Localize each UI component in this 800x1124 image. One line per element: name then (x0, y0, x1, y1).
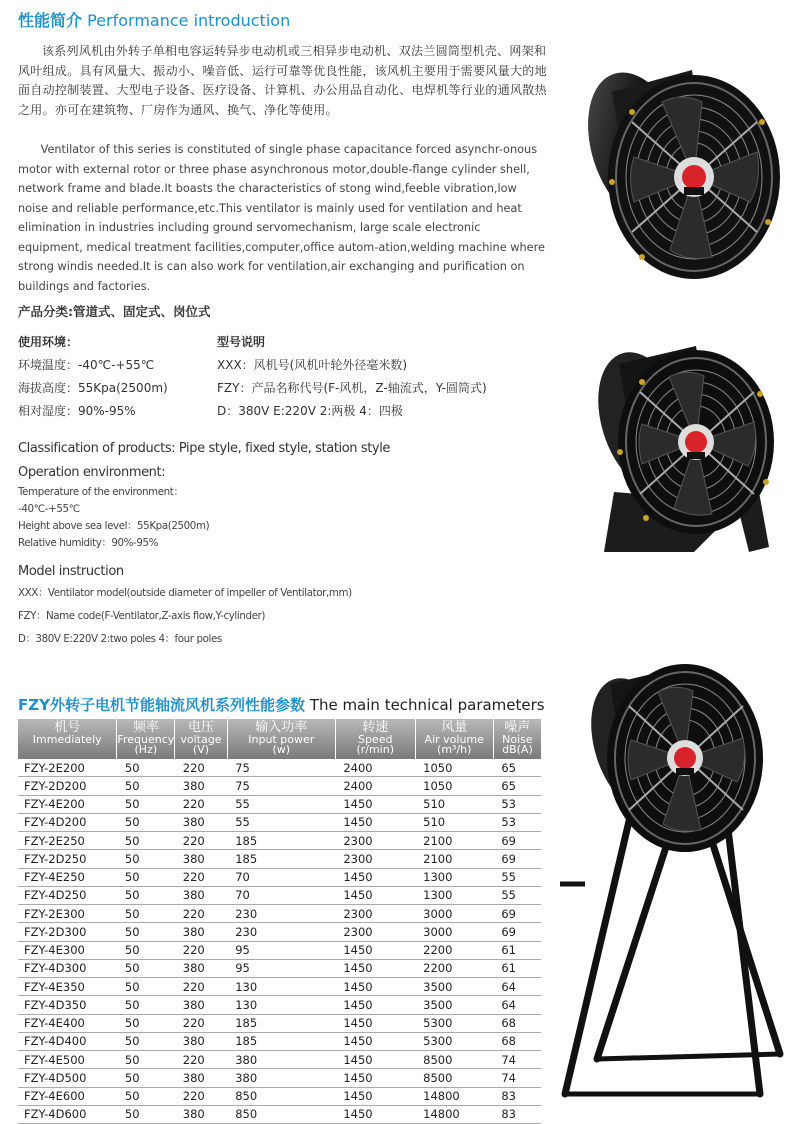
table-cell: 2200 (415, 959, 493, 977)
header-air-volume: 风量 Air volume (m³/h) (415, 719, 493, 759)
table-cell: 64 (493, 978, 541, 996)
environment-cn-humidity: 相对湿度：90%-95% (18, 404, 136, 418)
table-cell: 1450 (335, 1087, 415, 1105)
table-row (18, 868, 541, 886)
table-row (18, 795, 541, 813)
table-cell: 50 (117, 1032, 175, 1050)
table-cell: 185 (227, 832, 335, 850)
table-cell: 130 (227, 978, 335, 996)
table-cell: 220 (175, 978, 227, 996)
table-cell: 1450 (335, 996, 415, 1014)
parameters-table (18, 719, 541, 1124)
table-cell: 50 (117, 886, 175, 904)
table-cell: 50 (117, 941, 175, 959)
table-cell: FZY-4E200 (18, 795, 117, 813)
environment-en-humidity: Relative humidity：90%-95% (18, 537, 159, 549)
table-cell: 70 (227, 868, 335, 886)
table-cell: 50 (117, 978, 175, 996)
table-cell: 65 (493, 777, 541, 795)
table-cell: 50 (117, 813, 175, 831)
table-cell: 380 (175, 777, 227, 795)
stand-fan-image (555, 654, 795, 1116)
table-cell: 1300 (415, 886, 493, 904)
table-cell: FZY-4D300 (18, 959, 117, 977)
model-cn-line2: FZY：产品名称代号(F-风机，Z-轴流式，Y-圆筒式) (217, 381, 487, 395)
table-header-row (18, 719, 541, 759)
table-row (18, 832, 541, 850)
header-input-power: 输入功率 Input power (w) (227, 719, 335, 759)
table-cell: 380 (227, 1051, 335, 1069)
table-cell: FZY-4D350 (18, 996, 117, 1014)
intro-en: Ventilator of this series is constituted of single phase capacitance forced asynchr-onous motor with external rotor or three phase asynchronous motor,double-flange cylinder shell, network frame and blade.It boasts the characteristics of stong wind,feeble vibration,low noise and reliable performance,etc.This ventilator is mainly used for ventilation and heat elimination in industries including ground servomechanism, large scale electronic equipment, medical treatment facilities,computer,office autom-ation,welding machine where strong windis needed.It is can also work for ventilation,air exchanging and purification on buildings and factories. (18, 143, 545, 293)
environment-cn-temp: 环境温度：-40℃-+55℃ (18, 358, 155, 372)
table-cell: 220 (175, 1014, 227, 1032)
table-row (18, 1014, 541, 1032)
environment-en-temp-value: -40℃-+55℃ (18, 503, 80, 515)
table-cell: 14800 (415, 1105, 493, 1123)
table-cell: 69 (493, 923, 541, 941)
table-cell: FZY-2D250 (18, 850, 117, 868)
table-cell: FZY-2E250 (18, 832, 117, 850)
model-en-line2: FZY：Name code(F-Ventilator,Z-axis flow,Y-cylinder) (18, 610, 265, 622)
table-cell: 380 (175, 1069, 227, 1087)
table-cell: 64 (493, 996, 541, 1014)
table-cell: FZY-2D300 (18, 923, 117, 941)
table-cell: 2100 (415, 850, 493, 868)
table-row (18, 1051, 541, 1069)
table-cell: 220 (175, 795, 227, 813)
environment-cn (18, 331, 168, 423)
table-cell: 83 (493, 1087, 541, 1105)
table-cell: FZY-4E300 (18, 941, 117, 959)
table-cell: 3000 (415, 905, 493, 923)
table-cell: FZY-4E350 (18, 978, 117, 996)
table-row (18, 777, 541, 795)
table-cell: FZY-4D400 (18, 1032, 117, 1050)
table-cell: 2400 (335, 759, 415, 777)
table-cell: 1450 (335, 886, 415, 904)
page-title (18, 8, 290, 31)
table-cell: 2300 (335, 832, 415, 850)
table-cell: 1450 (335, 1032, 415, 1050)
table-cell: FZY-4D200 (18, 813, 117, 831)
table-cell: 510 (415, 813, 493, 831)
table-cell: 50 (117, 1069, 175, 1087)
table-cell: 380 (175, 886, 227, 904)
table-cell: 53 (493, 795, 541, 813)
fixed-fan-image (584, 342, 789, 557)
page-title-cn: 性能简介 (18, 11, 83, 30)
table-cell: 1450 (335, 795, 415, 813)
header-model: 机号 Immediately (18, 719, 117, 759)
table-cell: 3000 (415, 923, 493, 941)
model-cn-line3: D：380V E:220V 2:两极 4：四极 (217, 404, 403, 418)
table-cell: 50 (117, 795, 175, 813)
table-cell: FZY-4D600 (18, 1105, 117, 1123)
table-cell: 5300 (415, 1014, 493, 1032)
table-cell: 69 (493, 832, 541, 850)
table-cell: 850 (227, 1087, 335, 1105)
table-row (18, 1032, 541, 1050)
table-cell: 1050 (415, 759, 493, 777)
table-row (18, 850, 541, 868)
table-cell: 1450 (335, 813, 415, 831)
table-row (18, 941, 541, 959)
table-cell: 75 (227, 777, 335, 795)
table-cell: FZY-4D250 (18, 886, 117, 904)
table-row (18, 996, 541, 1014)
page-title-en: Performance introduction (87, 11, 291, 30)
table-row (18, 1105, 541, 1123)
table-cell: 1300 (415, 868, 493, 886)
table-cell: 220 (175, 1051, 227, 1069)
table-cell: 50 (117, 1051, 175, 1069)
table-cell: 55 (227, 813, 335, 831)
header-speed: 转速 Speed (r/min) (335, 719, 415, 759)
table-cell: 380 (175, 1032, 227, 1050)
environment-en-temp-label: Temperature of the environment： (18, 486, 184, 498)
table-cell: 8500 (415, 1051, 493, 1069)
table-cell: 61 (493, 959, 541, 977)
table-cell: 8500 (415, 1069, 493, 1087)
table-cell: 74 (493, 1051, 541, 1069)
table-cell: 2300 (335, 905, 415, 923)
header-voltage: 电压 voltage (V) (175, 719, 227, 759)
table-cell: 61 (493, 941, 541, 959)
table-cell: FZY-2E200 (18, 759, 117, 777)
table-row (18, 1087, 541, 1105)
table-cell: 74 (493, 1069, 541, 1087)
table-row (18, 759, 541, 777)
table-cell: 50 (117, 905, 175, 923)
table-cell: 230 (227, 905, 335, 923)
table-cell: 14800 (415, 1087, 493, 1105)
table-cell: 220 (175, 1087, 227, 1105)
table-cell: 50 (117, 868, 175, 886)
table-cell: FZY-4E400 (18, 1014, 117, 1032)
table-cell: FZY-2E300 (18, 905, 117, 923)
table-cell: 69 (493, 905, 541, 923)
model-cn-heading: 型号说明 (217, 335, 266, 349)
table-cell: 68 (493, 1032, 541, 1050)
table-cell: 3500 (415, 996, 493, 1014)
table-cell: 380 (175, 996, 227, 1014)
table-cell: 50 (117, 1087, 175, 1105)
table-cell: 65 (493, 759, 541, 777)
table-cell: 50 (117, 959, 175, 977)
table-cell: FZY-4E500 (18, 1051, 117, 1069)
table-cell: 2400 (335, 777, 415, 795)
table-cell: 95 (227, 959, 335, 977)
table-cell: 380 (227, 1069, 335, 1087)
table-cell: 50 (117, 996, 175, 1014)
table-cell: 130 (227, 996, 335, 1014)
environment-cn-altitude: 海拔高度：55Kpa(2500m) (18, 381, 168, 395)
table-cell: 2300 (335, 850, 415, 868)
table-cell: 55 (493, 868, 541, 886)
table-cell: 2200 (415, 941, 493, 959)
table-cell: 50 (117, 759, 175, 777)
table-cell: 55 (227, 795, 335, 813)
table-cell: FZY-4E600 (18, 1087, 117, 1105)
model-cn (217, 331, 487, 423)
table-cell: 220 (175, 941, 227, 959)
table-cell: 53 (493, 813, 541, 831)
table-cell: 380 (175, 813, 227, 831)
table-cell: 1450 (335, 1014, 415, 1032)
table-cell: 185 (227, 850, 335, 868)
table-cell: 50 (117, 777, 175, 795)
classification-en: Classification of products: Pipe style, fixed style, station style (18, 441, 391, 456)
table-cell: 68 (493, 1014, 541, 1032)
table-cell: 380 (175, 959, 227, 977)
model-en-heading: Model instruction (18, 564, 124, 579)
table-cell: FZY-2D200 (18, 777, 117, 795)
table-cell: 1450 (335, 1105, 415, 1123)
table-cell: 50 (117, 1014, 175, 1032)
table-row (18, 886, 541, 904)
header-noise: 噪声 Noise dB(A) (493, 719, 541, 759)
table-cell: 380 (175, 850, 227, 868)
table-title (18, 694, 545, 715)
table-cell: 83 (493, 1105, 541, 1123)
table-cell: 220 (175, 832, 227, 850)
table-cell: 50 (117, 923, 175, 941)
table-cell: 220 (175, 759, 227, 777)
table-row (18, 905, 541, 923)
table-cell: FZY-4D500 (18, 1069, 117, 1087)
header-frequency: 频率 Frequency (Hz) (117, 719, 175, 759)
table-cell: 380 (175, 1105, 227, 1123)
table-body (18, 759, 541, 1124)
table-cell: 185 (227, 1032, 335, 1050)
intro-cn: 该系列风机由外转子单相电容运转异步电动机或三相异步电动机、双法兰圆筒型机壳、网架和风叶组成。具有风量大、振动小、噪音低、运行可靠等优良性能，该风机主要用于需要风量大的地面自动控制装置、大型电子设备、医疗设备、计算机、办公用品自动化、电焊机等行业的通风散热之用。亦可在建筑物、厂房作为通风、换气、净化等使用。 (18, 44, 547, 117)
table-cell: 75 (227, 759, 335, 777)
table-cell: 95 (227, 941, 335, 959)
table-cell: 1450 (335, 978, 415, 996)
table-cell: 850 (227, 1105, 335, 1123)
table-cell: 3500 (415, 978, 493, 996)
table-cell: 230 (227, 923, 335, 941)
table-cell: 510 (415, 795, 493, 813)
table-cell: 70 (227, 886, 335, 904)
table-cell: 69 (493, 850, 541, 868)
table-cell: 185 (227, 1014, 335, 1032)
model-en-line1: XXX：Ventilator model(outside diameter of impeller of Ventilator,mm) (18, 587, 352, 599)
table-cell: 1050 (415, 777, 493, 795)
table-cell: 50 (117, 1105, 175, 1123)
table-cell: 50 (117, 850, 175, 868)
table-cell: 50 (117, 832, 175, 850)
environment-cn-heading: 使用环境： (18, 335, 79, 349)
table-row (18, 923, 541, 941)
table-row (18, 978, 541, 996)
table-cell: 220 (175, 905, 227, 923)
model-cn-line1: XXX：风机号(风机叶轮外径毫米数) (217, 358, 408, 372)
table-cell: 55 (493, 886, 541, 904)
duct-fan-image (572, 62, 787, 284)
table-cell: 1450 (335, 1051, 415, 1069)
table-cell: 1450 (335, 959, 415, 977)
table-cell: 1450 (335, 1069, 415, 1087)
table-title-cn: FZY外转子电机节能轴流风机系列性能参数 (18, 696, 305, 714)
model-en-line3: D：380V E:220V 2:two poles 4：four poles (18, 633, 222, 645)
table-cell: 1450 (335, 941, 415, 959)
table-cell: 2100 (415, 832, 493, 850)
table-cell: 380 (175, 923, 227, 941)
table-row (18, 959, 541, 977)
table-row (18, 1069, 541, 1087)
table-cell: FZY-4E250 (18, 868, 117, 886)
table-title-en: The main technical parameters (309, 696, 545, 714)
environment-en-heading: Operation environment: (18, 465, 166, 480)
table-row (18, 813, 541, 831)
environment-en-altitude: Height above sea level：55Kpa(2500m) (18, 520, 210, 532)
table-cell: 5300 (415, 1032, 493, 1050)
table-cell: 220 (175, 868, 227, 886)
classification-cn: 产品分类:管道式、固定式、岗位式 (18, 304, 211, 319)
table-cell: 2300 (335, 923, 415, 941)
table-cell: 1450 (335, 868, 415, 886)
